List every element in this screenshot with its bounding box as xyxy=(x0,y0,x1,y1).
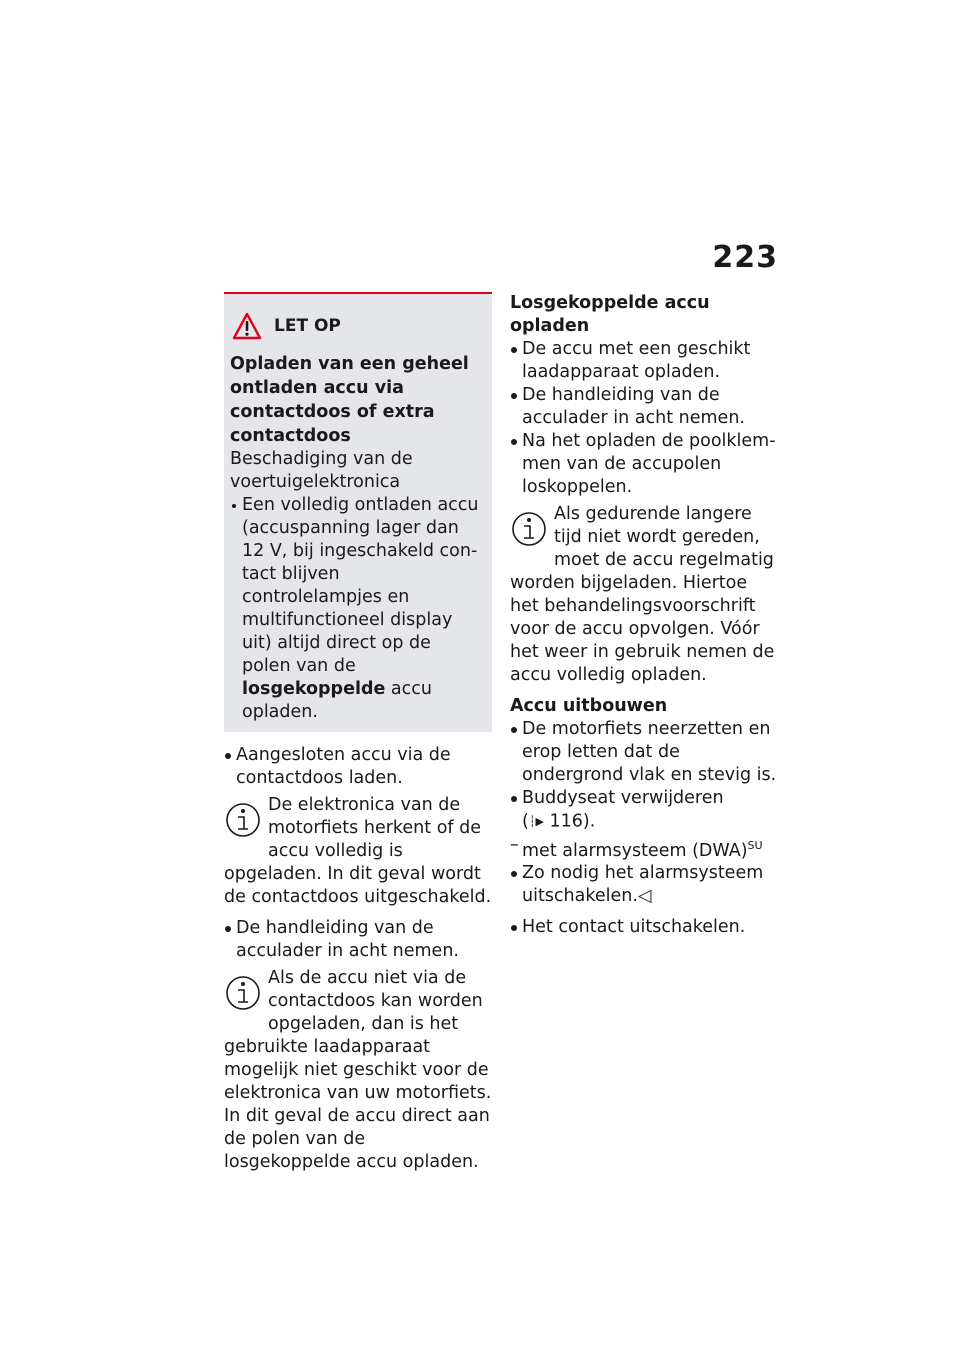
info-icon xyxy=(224,971,262,1015)
section-heading: Losgekoppelde accu opladen xyxy=(510,293,710,336)
info-note-text: De elektronica van de motorfiets herkent of de accu volledig is opgeladen. In dit geval wordt de contactdoos uitgeschakeld. xyxy=(224,795,492,907)
list-item: Buddyseat verwijderen (┆▶ 116). xyxy=(510,787,778,834)
list-item: De handleiding van de acculader in acht nemen. xyxy=(224,917,492,963)
reference-arrow-icon: ┆▶ xyxy=(528,815,544,828)
warning-list xyxy=(230,494,484,724)
info-note xyxy=(510,503,778,687)
info-icon xyxy=(510,507,548,551)
step-list xyxy=(510,338,778,499)
warning-header xyxy=(230,312,484,340)
list-item: Het contact uitschakelen. xyxy=(510,916,778,939)
list-item: Na het opladen de poolklemmen van de accupolen loskoppelen. xyxy=(510,430,778,499)
page-number: 223 xyxy=(712,240,778,275)
warning-list-item: Een volledig ontladen accu (accuspanning lager dan 12 V, bij ingeschakeld contact blijven controlelampjes en multifunctioneel display uit) altijd direct op de polen van de losgekoppelde accu opladen. xyxy=(230,494,484,724)
left-column xyxy=(224,292,492,1182)
list-item: Zo nodig het alarmsysteem uitschakelen.◁ xyxy=(510,862,778,908)
warning-triangle-icon xyxy=(232,312,262,340)
warning-bold-term: losgekoppelde xyxy=(242,679,386,699)
step-list xyxy=(510,916,778,939)
info-note-text: Als de accu niet via de contactdoos kan worden opgeladen, dan is het gebruikte laadapparaat mogelijk niet geschikt voor de elektronica van uw motorfiets. In dit geval de accu direct aan de polen van de losgekoppelde accu opladen. xyxy=(224,968,492,1172)
list-item: De motorfiets neerzetten en erop letten dat de ondergrond vlak en stevig is. xyxy=(510,718,778,787)
info-note xyxy=(224,967,492,1174)
info-note xyxy=(224,794,492,909)
list-item: De handleiding van de acculader in acht nemen. xyxy=(510,384,778,430)
info-note-text: Als gedurende langere tijd niet wordt gereden, moet de accu regelmatig worden bijgeladen. Hiertoe het behandelingsvoorschrift voor de accu opvolgen. Vóór het weer in gebruik nemen de accu volledig opladen. xyxy=(510,504,775,685)
info-icon xyxy=(224,798,262,842)
right-column xyxy=(510,292,778,939)
warning-consequence: Beschadiging van de voertuigelektronica xyxy=(230,449,413,492)
warning-title: LET OP xyxy=(274,315,341,336)
list-item: Aangesloten accu via de contactdoos laden. xyxy=(224,744,492,790)
step-list xyxy=(510,718,778,834)
end-mark-icon: ◁ xyxy=(637,886,652,907)
condition-item: – met alarmsysteem (DWA)$^{SU}$ xyxy=(510,834,778,863)
step-list xyxy=(224,744,492,790)
warning-box xyxy=(224,292,492,732)
section-heading: Accu uitbouwen xyxy=(510,696,668,716)
list-item: De accu met een geschikt laadapparaat opladen. xyxy=(510,338,778,384)
condition-superscript: SU xyxy=(747,838,763,852)
step-list xyxy=(510,862,778,908)
step-list xyxy=(224,917,492,963)
warning-heading: Opladen van een geheel ontladen accu via contactdoos of extra contactdoos xyxy=(230,354,469,446)
page-reference[interactable]: 116). xyxy=(549,811,596,832)
